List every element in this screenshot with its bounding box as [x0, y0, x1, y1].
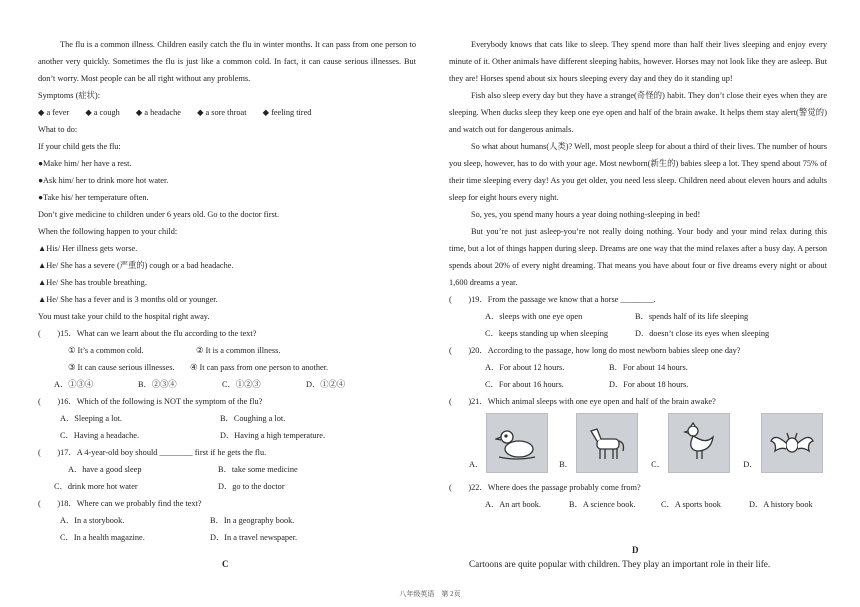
symptom-item: ◆ a fever	[38, 108, 70, 117]
bullet-item: ●Ask him/ her to drink more hot water.	[38, 176, 169, 185]
bullet-item: ●Take his/ her temperature often.	[38, 193, 149, 202]
section-d-intro: Cartoons are quite popular with children. They play an important role in their life.	[469, 559, 771, 569]
option[interactable]: D．doesn’t close its eyes when sleeping	[635, 329, 770, 338]
dont-give-medicine: Don’t give medicine to children under 6 years old. Go to the doctor first.	[38, 210, 280, 219]
option[interactable]: D．go to the doctor	[218, 482, 285, 491]
q16-options-row1	[38, 410, 416, 427]
option[interactable]: B．take some medicine	[218, 465, 298, 474]
q19-options-row2	[449, 325, 827, 342]
option-label: B．	[559, 460, 573, 469]
option-label: A．	[469, 460, 484, 469]
section-d-heading: D	[632, 545, 639, 555]
symptom-item: ◆ a headache	[135, 108, 181, 117]
bat-icon	[761, 413, 823, 473]
q20-options-row2	[449, 376, 827, 393]
q15-statement: ② It is a common illness.	[196, 346, 281, 355]
q15-statements-row1	[38, 342, 416, 359]
option[interactable]: A．An art book.	[485, 500, 541, 509]
q15-statement: ① It’s a common cold.	[68, 346, 144, 355]
option[interactable]: A．sleeps with one eye open	[485, 312, 583, 321]
option[interactable]: D．For about 18 hours.	[609, 380, 689, 389]
question-15: ( )15．What can we learn about the flu according to the text?	[38, 329, 257, 338]
option[interactable]: B．spends half of its life sleeping	[635, 312, 749, 321]
option[interactable]: C．keeps standing up when sleeping	[485, 329, 609, 338]
passage-paragraph: So, yes, you spend many hours a year doing nothing-sleeping in bed!	[471, 210, 701, 219]
question-20: ( )20．According to the passage, how long do most newborn babies sleep one day?	[449, 346, 741, 355]
symptom-item: ◆ a sore throat	[197, 108, 247, 117]
q22-options	[449, 496, 827, 513]
if-child: If your child gets the flu:	[38, 142, 121, 151]
question-18: ( )18．Where can we probably find the text?	[38, 499, 202, 508]
q18-options-row2	[38, 529, 416, 546]
section-c-heading: C	[222, 559, 229, 569]
symptom-item: ◆ a cough	[85, 108, 120, 117]
passage-paragraph: So what about humans(人类)? Well, most people sleep for about a third of their lives. The number of hours you sleep, however, has to do with your age. Most newborn(新生的) babies sleep a lot. They spend about 75% of their time sleeping every day! As you get older, you need less sleep. Children need about eleven hours and adults sleep for eight hours every night.	[449, 142, 827, 202]
passage-paragraph: But you’re not just asleep-you’re not really doing nothing. Your body and your mind relax during this time, but a lot of things happen during sleep. Dreams are one way that the mind relaxes after a busy day. A person spends about 20% of every night dreaming. That means you have about four or five dreams every night or about 1,600 dreams a year.	[449, 227, 827, 287]
option[interactable]: D．A history book	[749, 500, 813, 509]
option[interactable]: B．A science book.	[569, 500, 636, 509]
passage-paragraph: Everybody knows that cats like to sleep. They spend more than half their lives sleeping and enjoy every minute of it. Other animals have different sleeping habits, however. Horses may not look like they are asleep. But they are! Horses spend about six hours sleeping every day and they do it standing up!	[449, 40, 827, 83]
option[interactable]: B．②③④	[138, 380, 177, 389]
picture-option-d[interactable]	[743, 413, 829, 473]
picture-option-c[interactable]	[651, 413, 737, 473]
question-17: ( )17．A 4-year-old boy should ________ first if he gets the flu.	[38, 448, 267, 457]
symptoms-label: Symptoms (症状):	[38, 91, 100, 100]
symptom-item: ◆ feeling tired	[262, 108, 312, 117]
left-column	[38, 36, 416, 546]
q19-options-row1	[449, 308, 827, 325]
option[interactable]: B．Coughing a lot.	[220, 414, 286, 423]
rooster-icon	[668, 413, 730, 473]
option[interactable]: C．drink more hot water	[54, 482, 138, 491]
bullet-item: ●Make him/ her have a rest.	[38, 159, 132, 168]
option[interactable]: A．have a good sleep	[68, 465, 142, 474]
q15-statements-row2	[38, 359, 416, 376]
page-footer: 八年级英语 第 2页	[399, 590, 461, 598]
q17-options-row1	[38, 461, 416, 478]
option[interactable]: B．For about 14 hours.	[609, 363, 688, 372]
picture-option-a[interactable]	[469, 413, 553, 473]
q20-options-row1	[449, 359, 827, 376]
option[interactable]: A．①③④	[54, 380, 94, 389]
q17-options-row2	[38, 478, 416, 495]
triangle-item: ▲He/ She has a severe (严重的) cough or a bad headache.	[38, 261, 234, 270]
triangle-item: ▲He/ She has a fever and is 3 months old or younger.	[38, 295, 218, 304]
q15-statement: ④ It can pass from one person to another.	[190, 363, 329, 372]
option-label: D．	[743, 460, 758, 469]
picture-option-b[interactable]	[559, 413, 645, 473]
question-22: ( )22．Where does the passage probably come from?	[449, 483, 641, 492]
option[interactable]: D．In a travel newspaper.	[210, 533, 298, 542]
option[interactable]: C．For about 16 hours.	[485, 380, 564, 389]
option[interactable]: B．In a geography book.	[210, 516, 295, 525]
option[interactable]: C．A sports book	[661, 500, 721, 509]
option[interactable]: A．Sleeping a lot.	[60, 414, 122, 423]
option[interactable]: C．①②③	[222, 380, 261, 389]
horse-icon	[576, 413, 638, 473]
question-16: ( )16．Which of the following is NOT the symptom of the flu?	[38, 397, 263, 406]
q18-options-row1	[38, 512, 416, 529]
duck-icon	[486, 413, 548, 473]
what-to-do: What to do:	[38, 125, 78, 134]
q15-options	[38, 376, 416, 393]
q21-pictures	[449, 413, 827, 479]
question-21: ( )21．Which animal sleeps with one eye open and half of the brain awake?	[449, 397, 716, 406]
q15-statement: ③ It can cause serious illnesses.	[68, 363, 175, 372]
right-column	[449, 36, 827, 513]
must-take: You must take your child to the hospital right away.	[38, 312, 210, 321]
passage-paragraph: Fish also sleep every day but they have a strange(奇怪的) habit. They don’t close their eyes when they are sleeping. When ducks sleep they keep one eye open and half of the brain awake. It helps them stay alert(警觉的) and watch out for dangerous animals.	[449, 91, 827, 134]
option[interactable]: D．Having a high temperature.	[220, 431, 326, 440]
q16-options-row2	[38, 427, 416, 444]
option[interactable]: A．For about 12 hours.	[485, 363, 565, 372]
when-following: When the following happen to your child:	[38, 227, 178, 236]
flu-intro: The flu is a common illness. Children easily catch the flu in winter months. It can pass from one person to another very quickly. Sometimes the flu is just like a common cold. In fact, it can cause serious illnesses. But don’t worry. Most people can be all right without any problems.	[38, 40, 416, 83]
option[interactable]: D．①②④	[306, 380, 346, 389]
symptoms-list	[38, 104, 416, 121]
option[interactable]: A．In a storybook.	[60, 516, 125, 525]
question-19: ( )19．From the passage we know that a horse ________.	[449, 295, 656, 304]
triangle-item: ▲He/ She has trouble breathing.	[38, 278, 147, 287]
option[interactable]: C．In a health magazine.	[60, 533, 145, 542]
option-label: C．	[651, 460, 665, 469]
triangle-item: ▲His/ Her illness gets worse.	[38, 244, 138, 253]
option[interactable]: C．Having a headache.	[60, 431, 140, 440]
